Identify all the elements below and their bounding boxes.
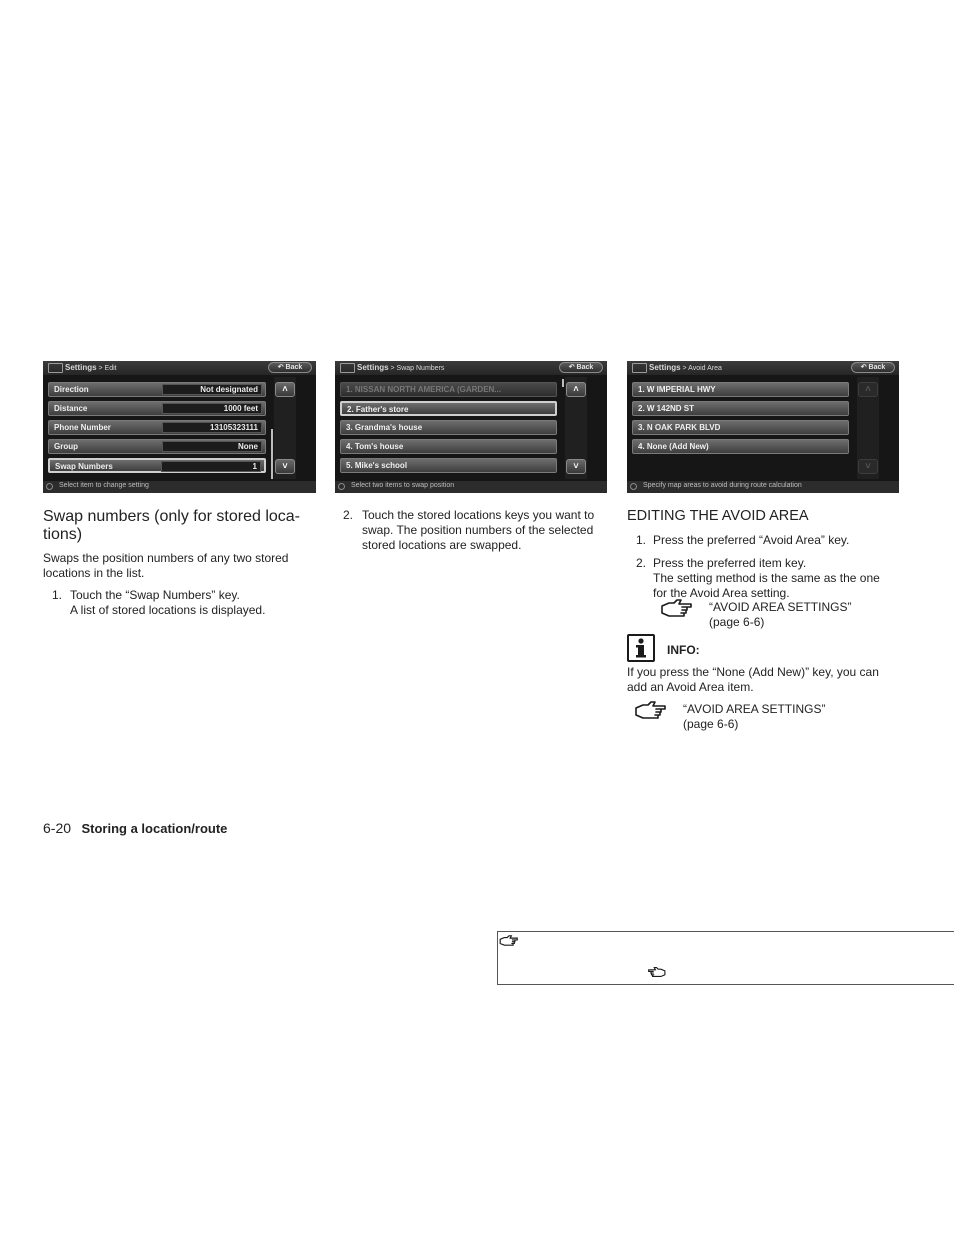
location-row-1[interactable]: 1. NISSAN NORTH AMERICA (GARDEN... xyxy=(340,382,557,397)
screen-title: Settings > Avoid Area xyxy=(649,363,722,372)
info-label: INFO: xyxy=(667,643,700,657)
info-circle-icon xyxy=(46,483,53,490)
swap-numbers-screenshot xyxy=(335,361,607,493)
setting-row-distance[interactable]: Distance 1000 feet xyxy=(48,401,266,416)
location-row-4[interactable]: 4. Tom's house xyxy=(340,439,557,454)
menu-icon xyxy=(632,363,647,373)
avoid-area-screenshot xyxy=(627,361,899,493)
setting-row-direction[interactable]: Direction Not designated xyxy=(48,382,266,397)
chevron-up-icon[interactable]: ˄ xyxy=(858,382,878,397)
menu-icon xyxy=(48,363,63,373)
setting-row-swap-numbers[interactable]: Swap Numbers 1 xyxy=(48,458,266,473)
page-number: 6-20 xyxy=(43,820,72,836)
avoid-area-heading: EDITING THE AVOID AREA xyxy=(627,508,809,524)
back-button[interactable]: ↶ Back xyxy=(268,362,312,373)
avoid-area-row-2[interactable]: 2. W 142ND ST xyxy=(632,401,849,416)
legend-box xyxy=(497,931,954,985)
chevron-down-icon[interactable]: ˅ xyxy=(275,459,295,474)
settings-edit-screenshot xyxy=(43,361,316,493)
info-text: If you press the “None (Add New)” key, you can add an Avoid Area item. xyxy=(627,665,879,694)
step-2-text: Touch the stored locations keys you want to swap. The position numbers of the selected stored locations are swapped. xyxy=(362,508,595,552)
chevron-down-icon[interactable]: ˅ xyxy=(858,459,878,474)
avoid-step-1-number: 1. xyxy=(636,533,647,547)
scrollbar[interactable] xyxy=(565,377,587,479)
section-title: Storing a location/route xyxy=(81,821,228,836)
info-circle-icon xyxy=(630,483,637,490)
screen-header xyxy=(335,361,607,375)
ref-avoid-area-settings-1[interactable]: “AVOID AREA SETTINGS” (page 6-6) xyxy=(709,600,852,629)
screen-header xyxy=(627,361,899,375)
scrollbar[interactable] xyxy=(857,377,879,479)
page-footer xyxy=(43,820,227,838)
screen-footer: Select two items to swap position xyxy=(335,481,607,493)
screen-header xyxy=(43,361,316,375)
screen-footer: Specify map areas to avoid during route calculation xyxy=(627,481,899,493)
info-icon xyxy=(627,634,655,662)
info-circle-icon xyxy=(338,483,345,490)
swap-numbers-description: Swaps the position numbers of any two stored locations in the list. xyxy=(43,551,289,580)
chevron-down-icon[interactable]: ˅ xyxy=(566,459,586,474)
screen-title: Settings > Edit xyxy=(65,363,117,372)
step-2-number: 2. xyxy=(343,508,354,522)
avoid-step-2-number: 2. xyxy=(636,556,647,570)
screen-title: Settings > Swap Numbers xyxy=(357,363,445,372)
ref-avoid-area-settings-2[interactable]: “AVOID AREA SETTINGS” (page 6-6) xyxy=(683,702,826,731)
scrollbar[interactable] xyxy=(274,377,296,479)
location-row-3[interactable]: 3. Grandma's house xyxy=(340,420,557,435)
scroll-thumb[interactable] xyxy=(562,379,564,387)
avoid-area-row-1[interactable]: 1. W IMPERIAL HWY xyxy=(632,382,849,397)
pointing-hand-icon xyxy=(499,934,519,947)
hand-icon xyxy=(647,966,666,978)
avoid-step-1-text: Press the preferred “Avoid Area” key. xyxy=(653,533,850,547)
avoid-area-row-4[interactable]: 4. None (Add New) xyxy=(632,439,849,454)
menu-icon xyxy=(340,363,355,373)
location-row-5[interactable]: 5. Mike's school xyxy=(340,458,557,473)
step-1-text: Touch the “Swap Numbers” key. A list of stored locations is displayed. xyxy=(70,588,266,617)
setting-row-phone[interactable]: Phone Number 13105323111 xyxy=(48,420,266,435)
scroll-thumb[interactable] xyxy=(271,429,273,479)
location-row-2[interactable]: 2. Father's store xyxy=(340,401,557,416)
screen-footer: Select item to change setting xyxy=(43,481,316,493)
setting-row-group[interactable]: Group None xyxy=(48,439,266,454)
back-button[interactable]: ↶ Back xyxy=(559,362,603,373)
chevron-up-icon[interactable]: ˄ xyxy=(275,382,295,397)
swap-numbers-heading: Swap numbers (only for stored loca- tions) xyxy=(43,508,300,543)
chevron-up-icon[interactable]: ˄ xyxy=(566,382,586,397)
pointing-hand-icon xyxy=(660,598,694,618)
step-1-number: 1. xyxy=(52,588,63,602)
pointing-hand-icon xyxy=(634,700,668,720)
avoid-step-2-text: Press the preferred item key. The setting method is the same as the one for the Avoid Area setting. xyxy=(653,556,880,600)
back-button[interactable]: ↶ Back xyxy=(851,362,895,373)
avoid-area-row-3[interactable]: 3. N OAK PARK BLVD xyxy=(632,420,849,435)
